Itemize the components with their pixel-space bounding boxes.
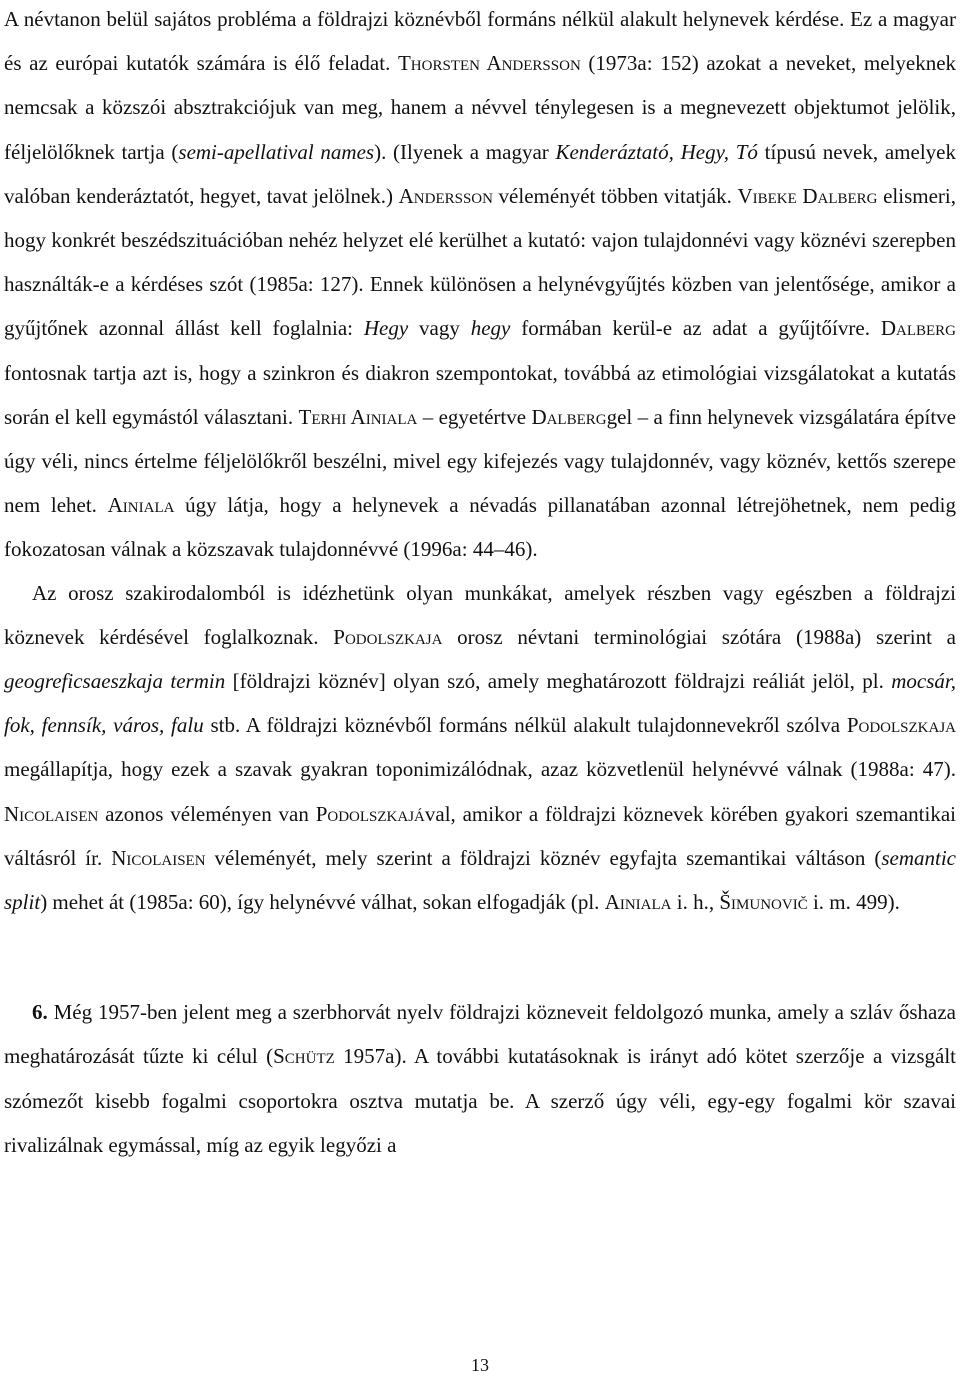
text-run: formában kerül-e az adat a gyűjtőívre. bbox=[510, 316, 881, 341]
text-run: vagy bbox=[408, 316, 471, 341]
text-run: – egyetértve bbox=[417, 404, 532, 429]
author-name: Dalberg bbox=[880, 316, 956, 341]
text-run: orosz névtani terminológiai szótára (1988a) szerint a bbox=[442, 624, 956, 649]
page-number: 13 bbox=[471, 1355, 489, 1375]
text-run: i. h., bbox=[671, 890, 720, 915]
author-name: Schütz bbox=[273, 1044, 335, 1069]
italic-term: hegy bbox=[470, 316, 511, 341]
text-run: val, amikor a földrajzi köznevek körében gyakori szemantikai váltásról ír. bbox=[4, 801, 956, 870]
paragraph-2 bbox=[4, 571, 956, 925]
text-run: Az orosz szakirodalomból is idézhetünk olyan munkákat, amelyek részben vagy egészben a földrajzi köznevek kérdésével foglalkoznak. bbox=[4, 580, 956, 649]
author-name: Podolszkaja bbox=[846, 713, 956, 738]
author-name: Podolszkaja bbox=[333, 624, 443, 649]
author-name: Dalberg bbox=[531, 404, 607, 429]
author-name: Terhi Ainiala bbox=[298, 404, 418, 429]
text-run: [földrajzi köznév] olyan szó, amely meghatározott földrajzi reáliát jelöl, pl. bbox=[225, 669, 892, 694]
author-name: Šimunovič bbox=[719, 890, 808, 915]
text-run: megállapítja, hogy ezek a szavak gyakran toponimizálódnak, azaz közvetlenül helynévvé válnak (1988a: 47). bbox=[4, 757, 956, 782]
text-run: A névtanon belül sajátos probléma a földrajzi köznévből formáns nélkül alakult helynevek kérdése. Ez a magyar és az európai kutatók számára is élő feladat. bbox=[4, 7, 956, 76]
text-run: elismeri, hogy konkrét beszédszituációban nehéz helyzet elé kerülhet a kutató: vajon tulajdonnévi vagy köznévi szerepben használták-e a kérdéses szót (1985a: 127). Ennek különösen a helynévgyűjtés közben van jelentősége, amikor a gyűjtőnek azonnal állást kell foglalnia: bbox=[4, 183, 956, 341]
author-name: Ainiala bbox=[604, 890, 672, 915]
text-run: véleményét, mely szerint a földrajzi köznév egyfajta szemantikai váltáson ( bbox=[205, 845, 882, 870]
italic-term: Kenderáztató, Hegy, Tó bbox=[555, 139, 758, 164]
italic-term: Hegy bbox=[363, 316, 409, 341]
italic-term: geogreficsaeszkaja termin bbox=[4, 669, 226, 694]
italic-term: semi-apellatival names bbox=[178, 139, 375, 164]
text-run: azonos véleményen van bbox=[98, 801, 316, 826]
paragraph-3 bbox=[4, 990, 956, 1167]
text-run: fontosnak tartja azt is, hogy a szinkron és diakron szempontokat, továbbá az etimológiai vizsgálatokat a kutatás során el kell egymástól választani. bbox=[4, 360, 956, 429]
document-page bbox=[4, 0, 956, 1167]
text-run: i. m. 499). bbox=[807, 890, 900, 915]
text-run: stb. A földrajzi köznévből formáns nélkül alakult tulajdonnevekről szólva bbox=[203, 713, 847, 738]
author-name: Andersson bbox=[398, 183, 493, 208]
author-name: Podolszkajá bbox=[315, 801, 425, 826]
text-run: (1973a: 152) azokat a neveket, melyeknek nemcsak a közszói absztrakciójuk van meg, hanem a névvel ténylegesen is a megnevezett objektumot jelölik, féljelölőknek tartja ( bbox=[4, 51, 957, 164]
text-run: ) mehet át (1985a: 60), így helynévvé válhat, sokan elfogadják (pl. bbox=[40, 890, 605, 915]
author-name: Nicolaisen bbox=[4, 801, 99, 826]
paragraph-1 bbox=[4, 0, 956, 572]
author-name: Ainiala bbox=[107, 493, 175, 518]
author-name: Vibeke Dalberg bbox=[737, 183, 878, 208]
author-name: Thorsten Andersson bbox=[397, 51, 581, 76]
text-run: típusú nevek, amelyek valóban kenderáztatót, hegyet, tavat jelölnek.) bbox=[4, 139, 956, 208]
italic-term: semantic split bbox=[4, 845, 956, 915]
italic-term: mocsár, fok, fennsík, város, falu bbox=[4, 669, 956, 738]
text-run: Még 1957-ben jelent meg a szerbhorvát nyelv földrajzi közneveit feldolgozó munka, amely a szláv őshaza meghatározását tűzte ki célul ( bbox=[4, 1000, 956, 1069]
text-run: gel – a finn helynevek vizsgálatára építve úgy véli, nincs értelme féljelölőkről beszélni, mivel egy kifejezés vagy tulajdonnév, vagy köznév, kettős szerepe nem lehet. bbox=[4, 404, 957, 518]
text-run: 1957a). A további kutatásoknak is irányt adó kötet szerzője a vizsgált szómezőt kisebb fogalmi csoportokra osztva mutatja be. A szerző úgy véli, egy-egy fogalmi kör szavai rivalizálnak egymással, míg az egyik legyőzi a bbox=[4, 1044, 956, 1157]
text-run: ). (Ilyenek a magyar bbox=[374, 139, 556, 164]
text-run: véleményét többen vitatják. bbox=[492, 183, 738, 208]
author-name: Nicolaisen bbox=[111, 845, 206, 870]
section-number: 6. bbox=[32, 1000, 48, 1025]
text-run: úgy látja, hogy a helynevek a névadás pillanatában azonnal létrejöhetnek, nem pedig fokozatosan válnak a közszavak tulajdonnévvé (1996a: 44–46). bbox=[4, 493, 957, 562]
